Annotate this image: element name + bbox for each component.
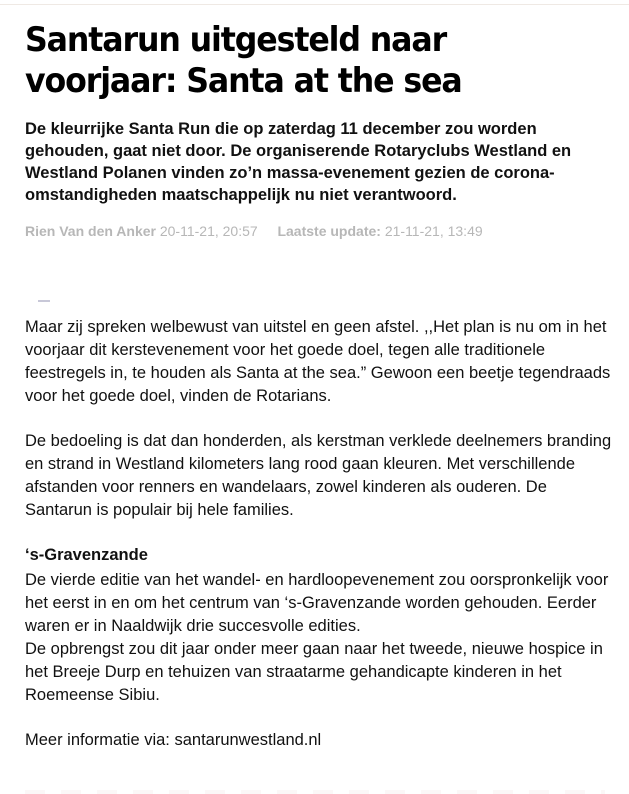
body-paragraph: De vierde editie van het wandel- en hardloopevenement zou oorspronkelijk voor het eerst in en om het centrum van ‘s-Gravenzande worden gehouden. Eerder waren er in Naaldwijk drie succesvolle edities. <box>25 571 609 635</box>
top-divider <box>0 4 629 5</box>
article-meta <box>25 222 605 240</box>
headline: Santarun uitgesteld naar voorjaar: Santa at the sea <box>25 20 462 101</box>
subheading: ‘s-Gravenzande <box>25 546 148 564</box>
intro-paragraph: De kleurrijke Santa Run die op zaterdag 11 december zou worden gehouden, gaat niet door. De organiserende Rotaryclubs Westland en Westland Polanen vinden zo’n massa-evenement gezien de corona-omstandigheden maatschappelijk nu niet verantwoord. <box>25 120 572 204</box>
bottom-fade <box>25 790 605 794</box>
body-paragraph: De opbrengst zou dit jaar onder meer gaan naar het tweede, nieuwe hospice in het Breeje Durp en tehuizen van straatarme gehandicapte kinderen in het Roemeense Sibiu. <box>25 640 603 704</box>
section-divider <box>38 300 50 302</box>
body-paragraph: De bedoeling is dat dan honderden, als kerstman verklede deelnemers branding en strand in Westland kilometers lang rood gaan kleuren. Met verschillende afstanden voor renners en wandelaars, zowel kinderen als ouderen. De Santarun is populair bij hele families. <box>25 432 612 519</box>
more-info-link[interactable]: Meer informatie via: santarunwestland.nl <box>25 731 322 749</box>
article-header <box>25 20 605 240</box>
published-date: 20-11-21, 20:57 <box>159 223 258 239</box>
update-label: Laatste update: <box>277 223 381 239</box>
updated-date: 21-11-21, 13:49 <box>384 223 483 239</box>
article-body <box>25 316 615 774</box>
author-name[interactable]: Rien Van den Anker <box>25 223 156 239</box>
body-paragraph: Maar zij spreken welbewust van uitstel en geen afstel. ,,Het plan is nu om in het voorjaar dit kerstevenement voor het goede doel, tegen alle traditionele feestregels in, te houden als Santa at the sea.” Gewoon een beetje tegendraads voor het goede doel, vinden de Rotarians. <box>25 318 611 405</box>
